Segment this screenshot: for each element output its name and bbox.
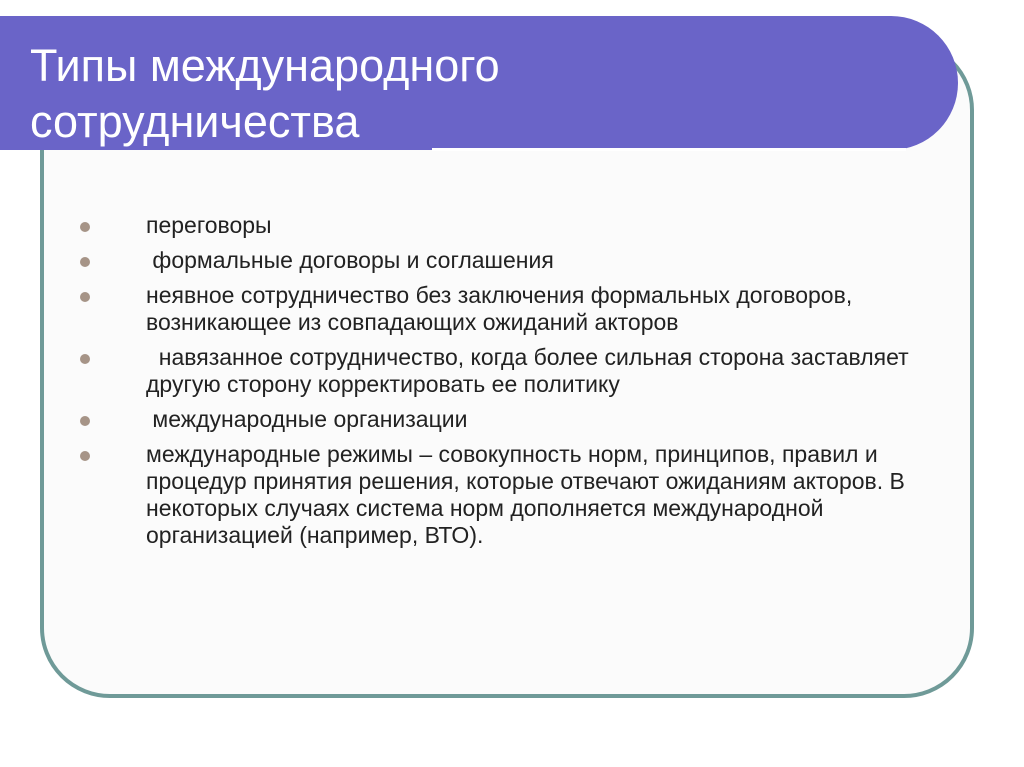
title-underline: [432, 148, 906, 151]
bullet-item: [80, 282, 930, 336]
bullet-dot-icon: [80, 292, 90, 302]
bullet-text: переговоры: [146, 212, 272, 238]
title-bar: [0, 16, 958, 150]
bullet-text: навязанное сотрудничество, когда более сильная сторона заставляет другую сторону корректировать ее политику: [146, 344, 916, 397]
slide-title: [30, 38, 930, 150]
bullet-item: [80, 344, 930, 398]
bullet-item: [80, 247, 930, 274]
bullet-text: неявное сотрудничество без заключения формальных договоров, возникающее из совпадающих ожиданий акторов: [146, 282, 853, 335]
bullet-text: международные режимы – совокупность норм, принципов, правил и процедур принятия решения, которые отвечают ожиданиям акторов. В некоторых случаях система норм дополняется международной организацией (например, ВТО).: [146, 441, 905, 548]
bullet-item: [80, 212, 930, 239]
bullet-text: формальные договоры и соглашения: [146, 247, 554, 273]
bullet-list: [80, 212, 930, 557]
bullet-text: международные организации: [146, 406, 468, 432]
bullet-item: [80, 406, 930, 433]
title-line-2: сотрудничества: [30, 96, 360, 147]
bullet-dot-icon: [80, 257, 90, 267]
bullet-dot-icon: [80, 451, 90, 461]
bullet-item: [80, 441, 930, 549]
bullet-dot-icon: [80, 354, 90, 364]
bullet-dot-icon: [80, 416, 90, 426]
bullet-dot-icon: [80, 222, 90, 232]
title-line-1: Типы международного: [30, 40, 500, 91]
